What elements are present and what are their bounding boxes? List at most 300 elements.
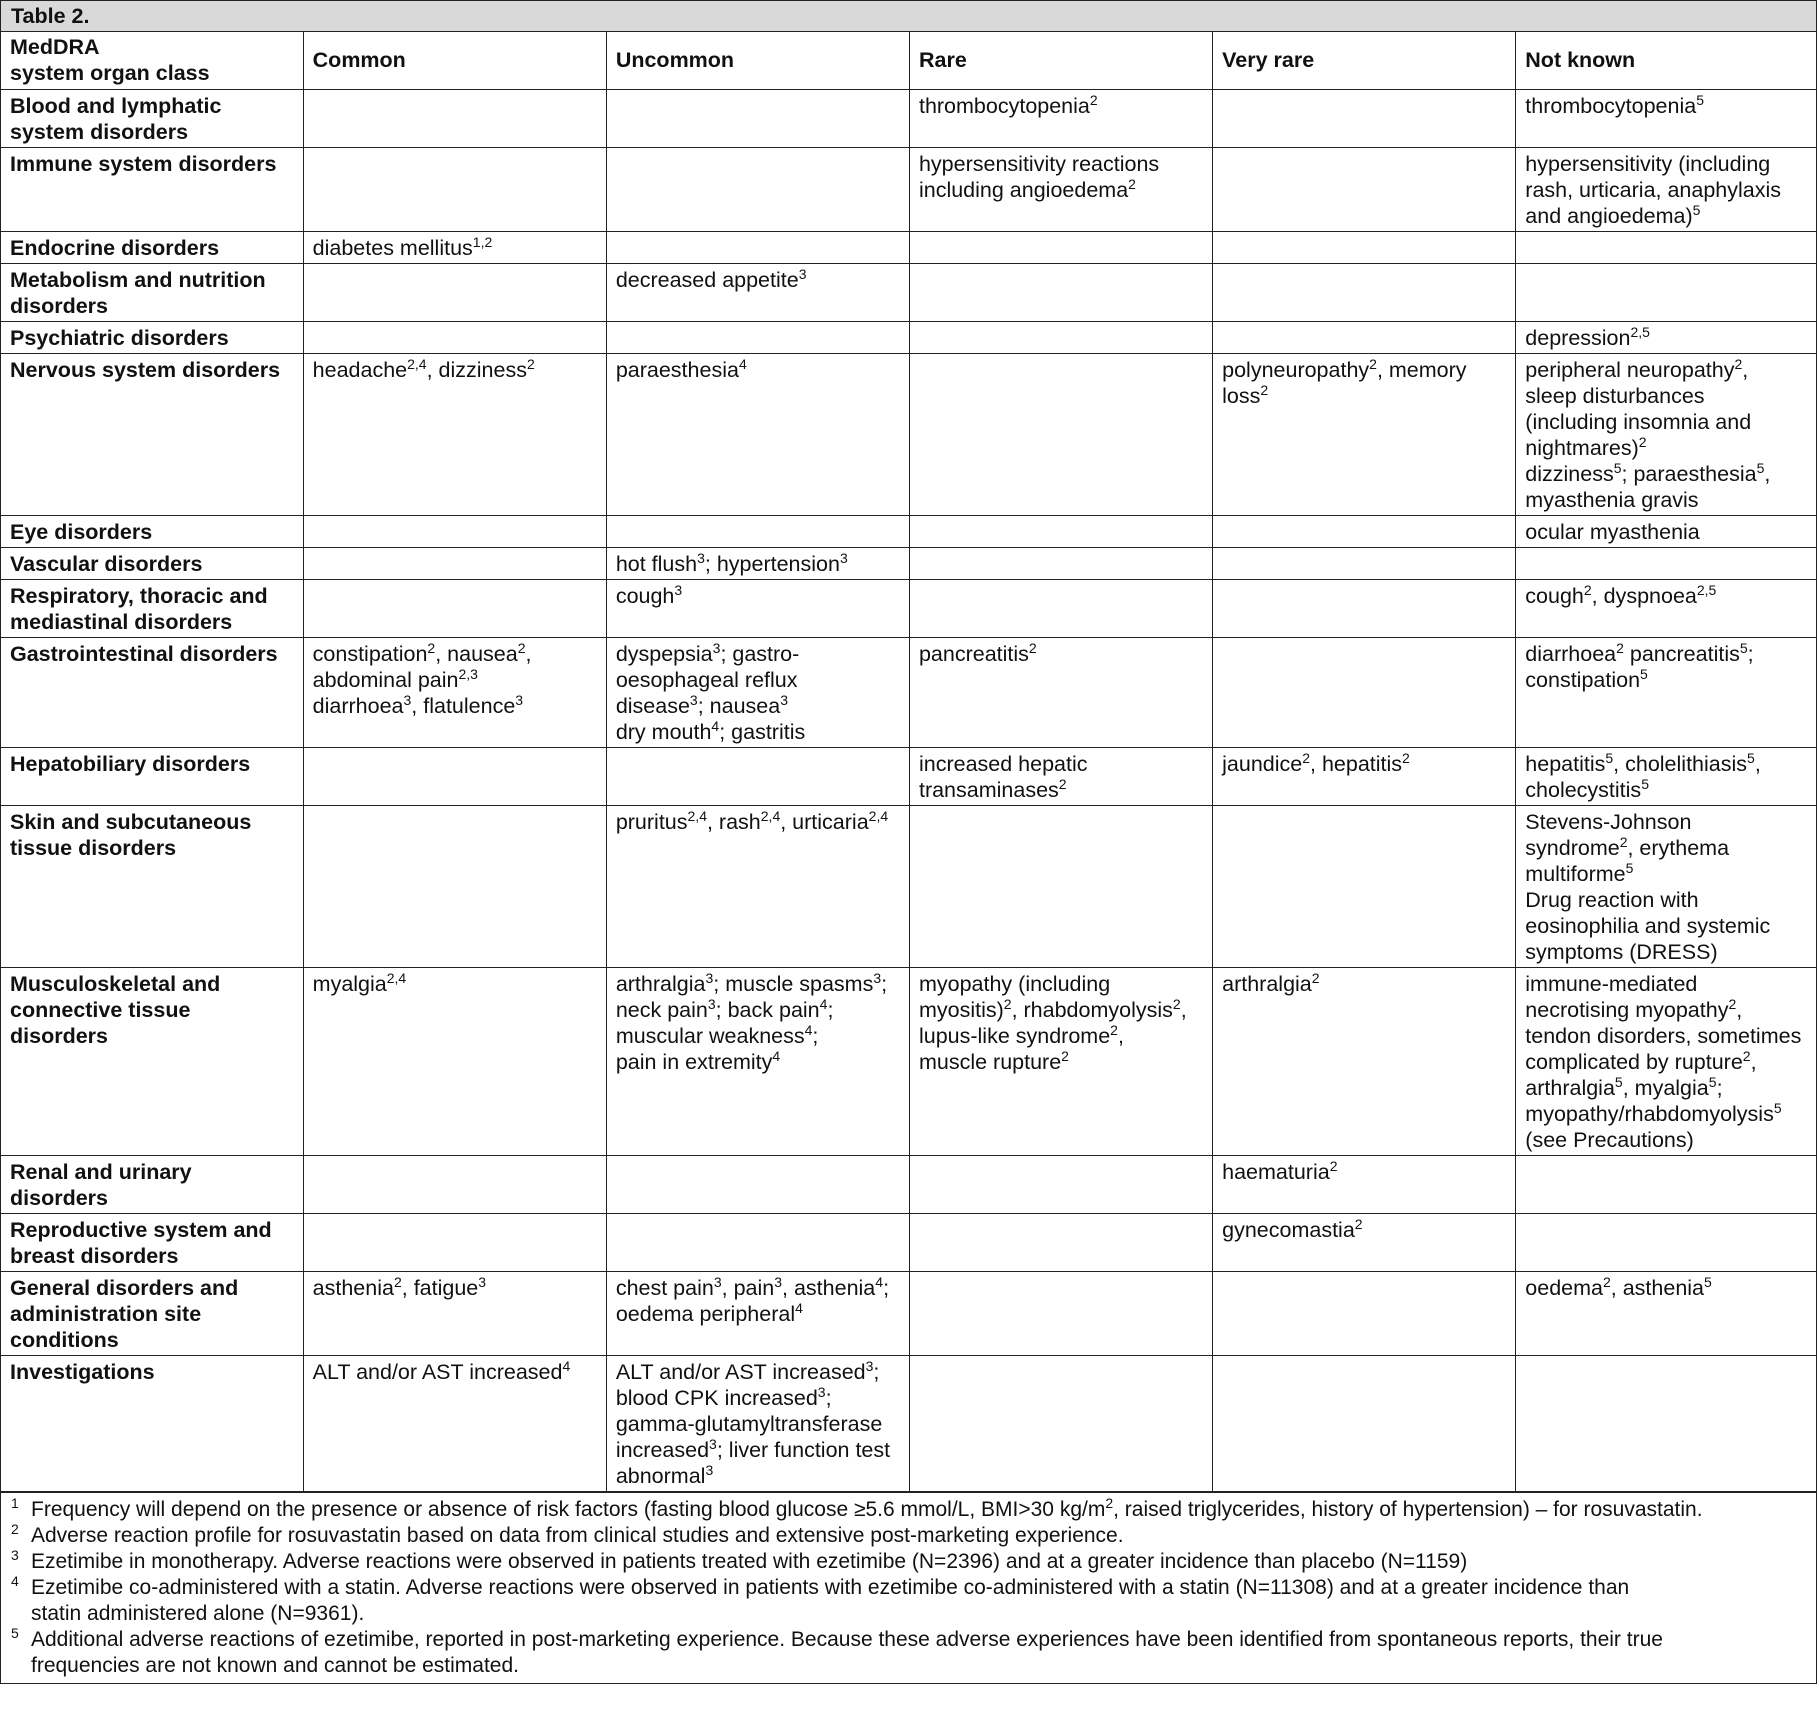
frequency-cell-common [303,637,606,747]
frequency-cell-not-known [1516,89,1816,147]
soc-line: General disorders and [10,1275,239,1300]
reaction-line [313,971,597,997]
cell-text: cough [1525,583,1584,608]
cell-text: cholecystitis [1525,777,1642,802]
frequency-cell-very-rare [1213,515,1516,547]
reaction-line [1222,1159,1506,1185]
footnote-ref: 2 [517,639,526,656]
footnote-text [31,1523,1806,1549]
table-row [1,637,1816,747]
frequency-cell-very-rare [1213,637,1516,747]
soc-line: Skin and subcutaneous [10,809,252,834]
soc-line: Eye disorders [10,519,153,544]
footnote [11,1494,1806,1523]
reaction-line [1525,887,1807,913]
footnote-ref: 3 [713,1273,722,1290]
reaction-line [313,235,597,261]
frequency-cell-rare [909,263,1212,321]
frequency-cell-not-known [1516,1355,1816,1491]
frequency-cell-common [303,547,606,579]
frequency-cell-not-known [1516,747,1816,805]
cell-text: , rash [706,809,761,834]
reaction-line [1525,93,1807,119]
cell-text: hypersensitivity reactions [918,151,1160,176]
soc-line: breast disorders [10,1243,179,1268]
footnote-ref: 2 [1354,1215,1363,1232]
cell-text: blood CPK increased [615,1385,818,1410]
footnote-ref: 5 [1614,1073,1623,1090]
cell-text: ; gastro- [720,641,800,666]
frequency-cell-not-known [1516,515,1816,547]
footnote-ref: 2,4 [386,969,407,986]
reaction-line [1525,1101,1807,1127]
footnote-ref: 5 [1739,639,1748,656]
soc-cell [1,805,303,967]
frequency-cell-common [303,89,606,147]
header-row [1,32,1816,89]
cell-text: neck pain [615,997,708,1022]
footnote-text [31,1494,1806,1523]
cell-text: , fatigue [401,1275,479,1300]
cell-text: gamma-glutamyltransferase [615,1411,883,1436]
table-row [1,967,1816,1155]
footnote-number [11,1624,31,1679]
cell-text: , [1180,997,1187,1022]
table-row [1,1213,1816,1271]
reaction-line [919,641,1203,667]
cell-text: syndrome [1525,835,1620,860]
footnote-text [31,1627,1806,1679]
reaction-line [1525,383,1807,409]
reaction-line [1525,809,1807,835]
frequency-cell-rare [909,579,1212,637]
cell-text: ; [812,1023,819,1048]
footnotes [1,1492,1816,1683]
cell-text: disease [615,693,690,718]
cell-text: rash, urticaria, anaphylaxis [1525,177,1782,202]
reaction-line [1525,751,1807,777]
cell-text: , [1754,751,1761,776]
cell-text: headache [312,357,408,382]
cell-text: haematuria [1222,1159,1330,1184]
frequency-cell-uncommon [606,353,909,515]
reaction-line [1525,177,1807,203]
footnote-ref: 2,4 [407,355,427,372]
soc-cell [1,637,303,747]
soc-cell [1,147,303,231]
frequency-cell-rare [909,1213,1212,1271]
cell-text: , raised triglycerides, history of hypertension) – for rosuvastatin. [1113,1497,1703,1521]
cell-text: necrotising myopathy [1525,997,1729,1022]
cell-text: thrombocytopenia [918,93,1090,118]
soc-line: Metabolism and nutrition [10,267,266,292]
soc-cell [1,231,303,263]
footnote-ref: 5 [1625,859,1634,876]
cell-text: , rhabdomyolysis [1011,997,1173,1022]
header-soc-line: MedDRA [10,35,100,60]
reaction-line [616,809,900,835]
frequency-cell-uncommon [606,805,909,967]
cell-text: chest pain [615,1275,714,1300]
reaction-line [616,1049,900,1075]
frequency-cell-uncommon [606,147,909,231]
table-row [1,263,1816,321]
frequency-cell-not-known [1516,263,1816,321]
cell-text: ; [881,971,888,996]
footnote-ref: 2 [393,1273,402,1290]
footnote-ref: 3 [403,691,412,708]
cell-text: and angioedema) [1525,203,1693,228]
reaction-line [919,997,1203,1023]
footnote-ref: 5 [1613,459,1622,476]
footnote-ref: 2,5 [1696,581,1717,598]
soc-line: system disorders [10,119,189,144]
header-very-rare: Very rare [1213,32,1516,89]
frequency-cell-common [303,515,606,547]
footnote-ref: 4 [738,355,747,372]
footnote-ref: 3 [798,265,807,282]
cell-text: ; hypertension [704,551,840,576]
cell-text: nightmares) [1525,435,1639,460]
footnote-ref: 2 [1089,91,1098,108]
footnote-ref: 2 [427,639,436,656]
soc-line: Gastrointestinal disorders [10,641,278,666]
table-row [1,805,1816,967]
cell-text: , hepatitis [1310,751,1403,776]
reaction-line [1525,325,1807,351]
footnote-ref: 3 [515,691,524,708]
cell-text: oedema [1525,1275,1603,1300]
cell-text: hepatitis [1525,751,1606,776]
footnote-ref: 2,5 [1630,323,1650,340]
soc-line: Investigations [10,1359,155,1384]
soc-line: Nervous system disorders [10,357,281,382]
frequency-cell-not-known [1516,967,1816,1155]
soc-line: disorders [10,1185,108,1210]
cell-text: eosinophilia and systemic [1525,913,1771,938]
table-row [1,353,1816,515]
frequency-cell-uncommon [606,1213,909,1271]
frequency-cell-common [303,579,606,637]
cell-text: pain in extremity [615,1049,773,1074]
footnote-number [11,1546,31,1575]
frequency-cell-not-known [1516,547,1816,579]
footnote-ref: 2 [1583,581,1592,598]
footnote-ref: 3 [780,691,788,708]
footnote-ref: 4 [795,1299,803,1316]
reaction-line [1525,1023,1807,1049]
reaction-line [1525,971,1807,997]
table-row [1,1155,1816,1213]
footnote-ref: 4 [875,1273,884,1290]
cell-text: Ezetimibe co-administered with a statin. Adverse reactions were observed in patients with ezetimibe co-administered with a statin (N=11308) and at a greater incidence than [31,1575,1630,1599]
soc-line: Renal and urinary [10,1159,192,1184]
cell-text: depression [1525,325,1631,350]
footnote-ref: 2 [1369,355,1377,372]
cell-text: muscle rupture [918,1049,1062,1074]
reaction-line [616,667,900,693]
frequency-cell-not-known [1516,805,1816,967]
footnote-number [11,1494,31,1523]
footnote-ref: 2 [1110,1021,1118,1038]
reaction-line [1222,357,1506,383]
footnote-line [31,1627,1806,1653]
frequency-cell-rare [909,747,1212,805]
cell-text: (see Precautions) [1525,1127,1694,1152]
footnote-ref: 2 [1302,749,1311,766]
reaction-line [919,751,1203,777]
soc-cell [1,547,303,579]
footnote-ref: 5 [1696,91,1704,108]
reaction-line [919,93,1203,119]
reaction-line [616,357,900,383]
cell-text: hypersensitivity (including [1525,151,1771,176]
soc-line: tissue disorders [10,835,177,860]
reaction-line [919,177,1203,203]
cell-text: tendon disorders, sometimes [1525,1023,1802,1048]
cell-text: , flatulence [411,693,516,718]
footnote-ref: 5 [1747,749,1755,766]
soc-line: Reproductive system and [10,1217,272,1242]
frequency-cell-uncommon [606,89,909,147]
frequency-cell-rare [909,321,1212,353]
reaction-line [313,693,597,719]
frequency-cell-not-known [1516,1271,1816,1355]
cell-text: myalgia [312,971,387,996]
reaction-line [1525,1127,1807,1153]
cell-text: hot flush [615,551,698,576]
footnote-ref: 3 [712,639,721,656]
cell-text: , [1764,461,1771,486]
cell-text: ; muscle spasms [713,971,874,996]
cell-text: ; [1716,1075,1723,1100]
cell-text: Drug reaction with [1525,887,1699,912]
cell-text: abdominal pain [312,667,459,692]
reaction-line [919,1023,1203,1049]
frequency-cell-very-rare [1213,1355,1516,1491]
frequency-cell-very-rare [1213,967,1516,1155]
footnote-text [31,1575,1806,1627]
cell-text: diabetes mellitus [312,235,473,260]
footnote-ref: 2,4 [760,807,781,824]
cell-text: ; [1747,641,1754,666]
footnote-ref: 2 [1329,1157,1338,1174]
cell-text: arthralgia [1222,971,1312,996]
footnote-ref: 2 [1003,995,1012,1012]
frequency-cell-uncommon [606,579,909,637]
reaction-line [1525,641,1807,667]
frequency-cell-very-rare [1213,805,1516,967]
header-uncommon: Uncommon [606,32,909,89]
footnote-ref: 2 [1742,1047,1751,1064]
footnote-text [31,1549,1806,1575]
table-row [1,1355,1816,1491]
footnote-ref: 4 [711,717,720,734]
cell-text: statin administered alone (N=9361). [31,1601,365,1625]
cell-text: , asthenia [1610,1275,1705,1300]
cell-text: lupus-like syndrome [918,1023,1111,1048]
soc-cell [1,1271,303,1355]
frequency-cell-rare [909,1355,1212,1491]
frequency-cell-uncommon [606,321,909,353]
cell-text: ; [827,997,834,1022]
frequency-cell-rare [909,637,1212,747]
frequency-cell-common [303,1213,606,1271]
reaction-line [616,719,900,745]
footnote-ref: 5 [1641,775,1649,792]
table-row [1,231,1816,263]
soc-line: Endocrine disorders [10,235,220,260]
reaction-line [919,1049,1203,1075]
footnote-ref: 5 [1756,459,1765,476]
cell-text: immune-mediated [1525,971,1698,996]
frequency-cell-very-rare [1213,579,1516,637]
footnote-ref: 3 [707,995,716,1012]
footnote-ref: 2 [526,355,535,372]
frequency-cell-rare [909,805,1212,967]
reaction-line [1525,461,1807,487]
cell-text: ; back pain [715,997,820,1022]
frequency-cell-uncommon [606,1271,909,1355]
frequency-cell-common [303,263,606,321]
frequency-cell-very-rare [1213,1271,1516,1355]
cell-text: paraesthesia [615,357,739,382]
footnote [11,1546,1806,1575]
footnote-ref: 3 [817,1383,826,1400]
cell-text: myasthenia gravis [1525,487,1699,512]
soc-line: Immune system disorders [10,151,277,176]
reaction-line [1525,835,1807,861]
frequency-cell-very-rare [1213,1155,1516,1213]
footnote-ref: 2 [1172,995,1181,1012]
adverse-reactions-table [1,32,1816,1492]
reaction-line [616,1301,900,1327]
reaction-line [616,1385,900,1411]
footnote-marker: 4 [11,1572,19,1589]
table-row [1,547,1816,579]
footnote-ref: 5 [1773,1099,1782,1116]
frequency-cell-common [303,231,606,263]
footnote-marker: 3 [11,1546,19,1563]
frequency-cell-not-known [1516,353,1816,515]
table-row [1,147,1816,231]
footnote-ref: 2 [1619,833,1628,850]
cell-text: pancreatitis [918,641,1029,666]
cell-text: myopathy/rhabdomyolysis [1525,1101,1774,1126]
soc-line: Musculoskeletal and [10,971,221,996]
reaction-line [1525,1075,1807,1101]
frequency-cell-uncommon [606,1355,909,1491]
cell-text: ; [873,1359,880,1384]
frequency-cell-common [303,967,606,1155]
cell-text: , dizziness [426,357,527,382]
reaction-line [1525,861,1807,887]
footnote-marker: 5 [11,1624,19,1641]
soc-line: mediastinal disorders [10,609,233,634]
reaction-line [616,583,900,609]
soc-line: Blood and lymphatic [10,93,222,118]
cell-text: ; liver function test [716,1437,891,1462]
footnote-ref: 1,2 [472,233,493,250]
cell-text: , [1736,997,1743,1022]
frequency-cell-common [303,1271,606,1355]
reaction-line [616,267,900,293]
cell-text: muscular weakness [615,1023,805,1048]
frequency-cell-common [303,805,606,967]
cell-text: cough [615,583,675,608]
reaction-line [1525,777,1807,803]
footnote-ref: 3 [865,1357,874,1374]
frequency-cell-uncommon [606,747,909,805]
table-row [1,1271,1816,1355]
soc-line: Respiratory, thoracic and [10,583,268,608]
reaction-line [919,151,1203,177]
cell-text: Frequency will depend on the presence or absence of risk factors (fasting blood glucose ≥5.6 mmol/L, BMI>30 kg/m [31,1497,1106,1521]
reaction-line [616,997,900,1023]
footnote-ref: 4 [562,1357,571,1374]
table-body [1,89,1816,1491]
frequency-cell-not-known [1516,1213,1816,1271]
frequency-cell-uncommon [606,263,909,321]
reaction-line [1525,151,1807,177]
footnote-line [31,1549,1806,1575]
reaction-line [1222,971,1506,997]
reaction-line [1525,1275,1807,1301]
cell-text: symptoms (DRESS) [1525,939,1718,964]
frequency-cell-very-rare [1213,89,1516,147]
frequency-cell-common [303,1155,606,1213]
footnote-ref: 2 [1616,639,1624,656]
cell-text: ALT and/or AST increased [312,1359,563,1384]
reaction-line [1222,1217,1506,1243]
reaction-line [616,693,900,719]
cell-text: constipation [312,641,428,666]
reaction-line [1525,409,1807,435]
reaction-line [1525,583,1807,609]
soc-cell [1,321,303,353]
table-row [1,747,1816,805]
footnote-number [11,1520,31,1549]
footnote-line [31,1601,1806,1627]
soc-line: Hepatobiliary disorders [10,751,251,776]
reaction-line [1222,383,1506,409]
cell-text: transaminases [918,777,1059,802]
footnote-ref: 2 [1311,969,1320,986]
footnote-ref: 2,4 [868,807,889,824]
footnote-ref: 2,3 [458,665,478,682]
header-soc [1,32,303,89]
footnote-marker: 2 [11,1520,19,1537]
cell-text: thrombocytopenia [1525,93,1697,118]
footnote-ref: 5 [1692,201,1701,218]
cell-text: ; [825,1385,832,1410]
table-row [1,321,1816,353]
frequency-cell-not-known [1516,321,1816,353]
footnote-ref: 2 [1728,995,1737,1012]
cell-text: including angioedema [918,177,1129,202]
cell-text: Additional adverse reactions of ezetimibe, reported in post-marketing experience. Because these adverse experiences have been identified from spontaneous reports, their true [31,1627,1663,1651]
cell-text: increased [615,1437,710,1462]
cell-text: ocular myasthenia [1525,519,1700,544]
cell-text: myositis) [918,997,1004,1022]
cell-text: abnormal [615,1463,706,1488]
frequency-cell-rare [909,353,1212,515]
frequency-cell-very-rare [1213,147,1516,231]
footnote-ref: 3 [705,969,714,986]
header-not-known: Not known [1516,32,1816,89]
reaction-line [313,641,597,667]
cell-text: asthenia [312,1275,394,1300]
